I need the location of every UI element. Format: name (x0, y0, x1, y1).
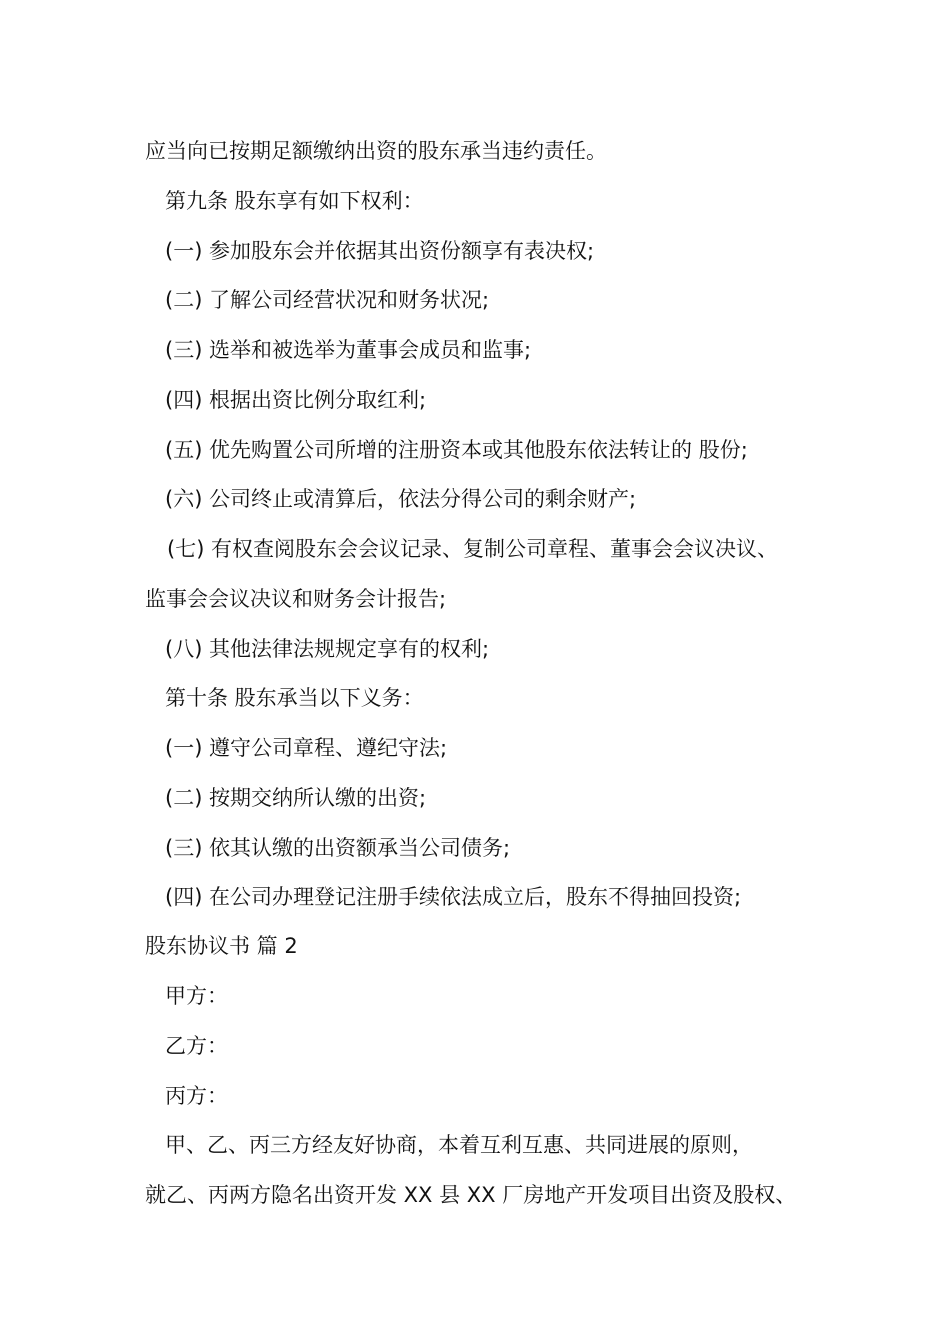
paragraph-line: 就乙、丙两方隐名出资开发 XX 县 XX 厂房地产开发项目出资及股权、 (145, 1183, 797, 1207)
list-item: (四) 在公司办理登记注册手续依法成立后，股东不得抽回投资; (165, 885, 742, 909)
article-9-heading: 第九条 股东享有如下权利： (165, 189, 424, 213)
party-b-label: 乙方： (165, 1034, 228, 1058)
party-c-label: 丙方： (165, 1084, 228, 1108)
list-item: (七) 有权查阅股东会会议记录、复制公司章程、董事会会议决议、 (167, 537, 779, 561)
section-heading: 股东协议书 篇 2 (145, 934, 298, 958)
list-item: (三) 选举和被选举为董事会成员和监事; (165, 338, 532, 362)
list-item: (三) 依其认缴的出资额承当公司债务; (165, 836, 511, 860)
list-item: (六) 公司终止或清算后，依法分得公司的剩余财产; (165, 487, 637, 511)
list-item: (一) 参加股东会并依据其出资份额享有表决权; (165, 239, 595, 263)
paragraph-line: 应当向已按期足额缴纳出资的股东承当违约责任。 (145, 139, 607, 163)
list-item: (八) 其他法律法规规定享有的权利; (165, 637, 490, 661)
list-item: (四) 根据出资比例分取红利; (165, 388, 427, 412)
list-item: (五) 优先购置公司所增的注册资本或其他股东依法转让的 股份; (165, 438, 748, 462)
paragraph-line: 甲、乙、丙三方经友好协商，本着互利互惠、共同进展的原则， (165, 1133, 753, 1157)
list-item: (一) 遵守公司章程、遵纪守法; (165, 736, 448, 760)
list-item: (二) 按期交纳所认缴的出资; (165, 786, 427, 810)
paragraph-line: 监事会会议决议和财务会计报告; (145, 587, 447, 611)
party-a-label: 甲方： (165, 984, 228, 1008)
article-10-heading: 第十条 股东承当以下义务： (165, 686, 424, 710)
list-item: (二) 了解公司经营状况和财务状况; (165, 288, 490, 312)
